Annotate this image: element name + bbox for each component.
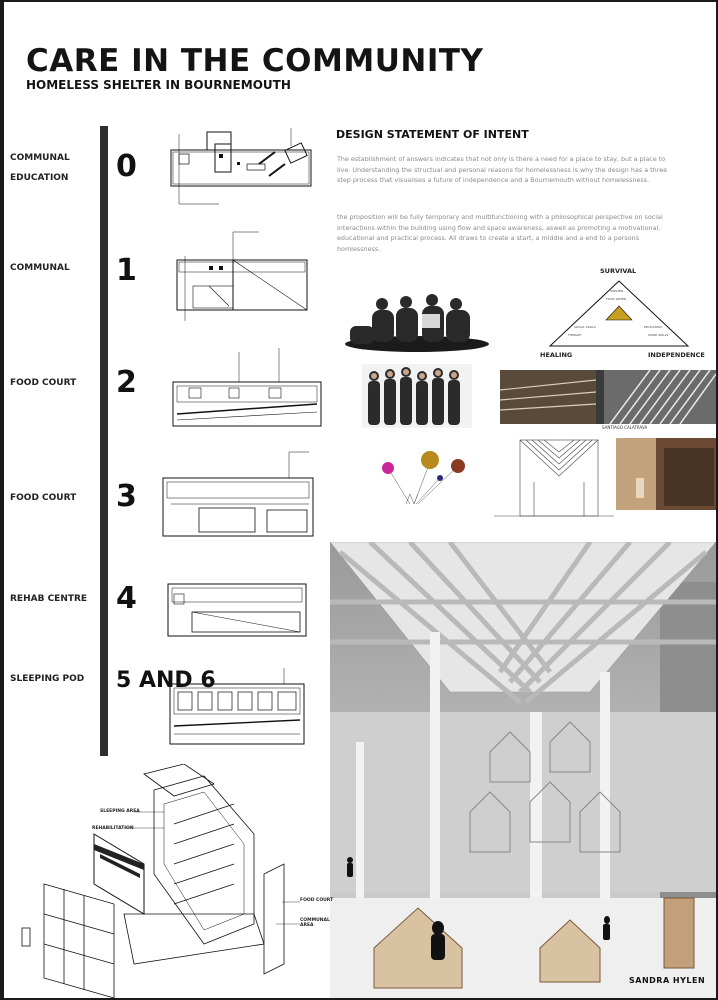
photo-interior xyxy=(616,438,716,510)
bubble-brown xyxy=(451,459,465,473)
bubble-navy xyxy=(437,475,443,481)
floor-plan-level-3 xyxy=(159,448,329,544)
floor-plan-level-5-6 xyxy=(164,654,314,754)
precedent-caption: SANTIAGO CALATRAVA xyxy=(602,425,648,430)
level-5-label-line-1: SLEEPING POD xyxy=(10,674,85,684)
svg-text:EDUCATION: EDUCATION xyxy=(644,325,662,329)
design-statement-heading: DESIGN STATEMENT OF INTENT xyxy=(336,128,529,141)
poster-title: CARE IN THE COMMUNITY xyxy=(26,43,484,79)
level-2-label xyxy=(10,373,76,393)
floor-plan-level-2 xyxy=(169,342,329,432)
level-3-label xyxy=(10,488,76,508)
elevation-sketch xyxy=(494,432,614,518)
axo-label-food-court: FOOD COURT xyxy=(300,898,334,903)
level-2-number: 2 xyxy=(116,365,137,400)
three-step-triangle-diagram xyxy=(544,278,694,350)
level-4-label xyxy=(10,589,87,609)
poster-subtitle: HOMELESS SHELTER IN BOURNEMOUTH xyxy=(26,78,291,92)
bubble-gold xyxy=(421,451,439,469)
level-3-label-line-1: FOOD COURT xyxy=(10,493,77,503)
triangle-label-healing: HEALING xyxy=(540,351,573,359)
level-0-label-line-1: COMMUNAL xyxy=(10,153,70,163)
svg-text:SOCIAL SKILLS: SOCIAL SKILLS xyxy=(574,325,596,329)
level-5-label xyxy=(10,669,84,689)
level-0-label-line-2: EDUCATION xyxy=(10,173,69,183)
floor-plan-level-1 xyxy=(169,226,329,326)
level-1-number: 1 xyxy=(116,253,137,288)
exploded-axonometric xyxy=(14,764,330,998)
level-3-number: 3 xyxy=(116,479,137,514)
level-4-number: 4 xyxy=(116,581,137,616)
photo-standing-group xyxy=(362,364,472,428)
floor-plan-level-0 xyxy=(159,124,329,214)
level-1-label xyxy=(10,258,70,278)
level-0-label xyxy=(10,148,70,188)
svg-text:WORK SKILLS: WORK SKILLS xyxy=(648,333,669,337)
level-2-label-line-1: FOOD COURT xyxy=(10,378,77,388)
triangle-label-survival: SURVIVAL xyxy=(600,267,637,275)
floor-plan-level-4 xyxy=(162,564,312,644)
level-5-number: 5 AND 6 xyxy=(116,668,216,693)
triangle-label-independence: INDEPENDENCE xyxy=(648,351,705,359)
axo-label-rehabilitation: REHABILITATION xyxy=(92,826,134,831)
level-0-number: 0 xyxy=(116,149,137,184)
bubble-magenta xyxy=(382,462,394,474)
timeline-bar xyxy=(100,126,108,756)
design-statement-paragraph-2: the proposition will be fully temporary and multifunctioning with a philosophical perspective on social interactions within the building using flow and space awareness, aswell as promoting a motivational, educational and practical process. All draws to create a start, a middle and a end to a persons homlessness. xyxy=(337,213,663,253)
photo-sitting-group xyxy=(344,292,490,352)
bubble-concept-diagram xyxy=(380,446,470,516)
svg-text:SHELTER: SHELTER xyxy=(610,289,624,293)
svg-text:FOOD WATER: FOOD WATER xyxy=(606,297,627,301)
poster-sheet xyxy=(4,2,716,998)
level-4-label-line-1: REHAB CENTRE xyxy=(10,594,88,604)
design-statement-paragraph-1: The establishment of answers indicates that not only is there a need for a place to stay, but a place to live. Understanding the structual and personal reasons for homelessness is why the design has a three step process that visualises a future of independence and a Bournemouth without homelessness. xyxy=(337,155,668,185)
level-1-label-line-1: COMMUNAL xyxy=(10,263,70,273)
axo-label-sleeping-area: SLEEPING AREA xyxy=(100,809,140,814)
author-name: SANDRA HYLEN xyxy=(629,976,706,985)
axo-label-communal-area: COMMUNAL AREA xyxy=(300,918,330,928)
perspective-render xyxy=(330,542,716,998)
svg-text:THERAPY: THERAPY xyxy=(568,333,582,337)
photo-calatrava-precedent xyxy=(500,370,716,424)
